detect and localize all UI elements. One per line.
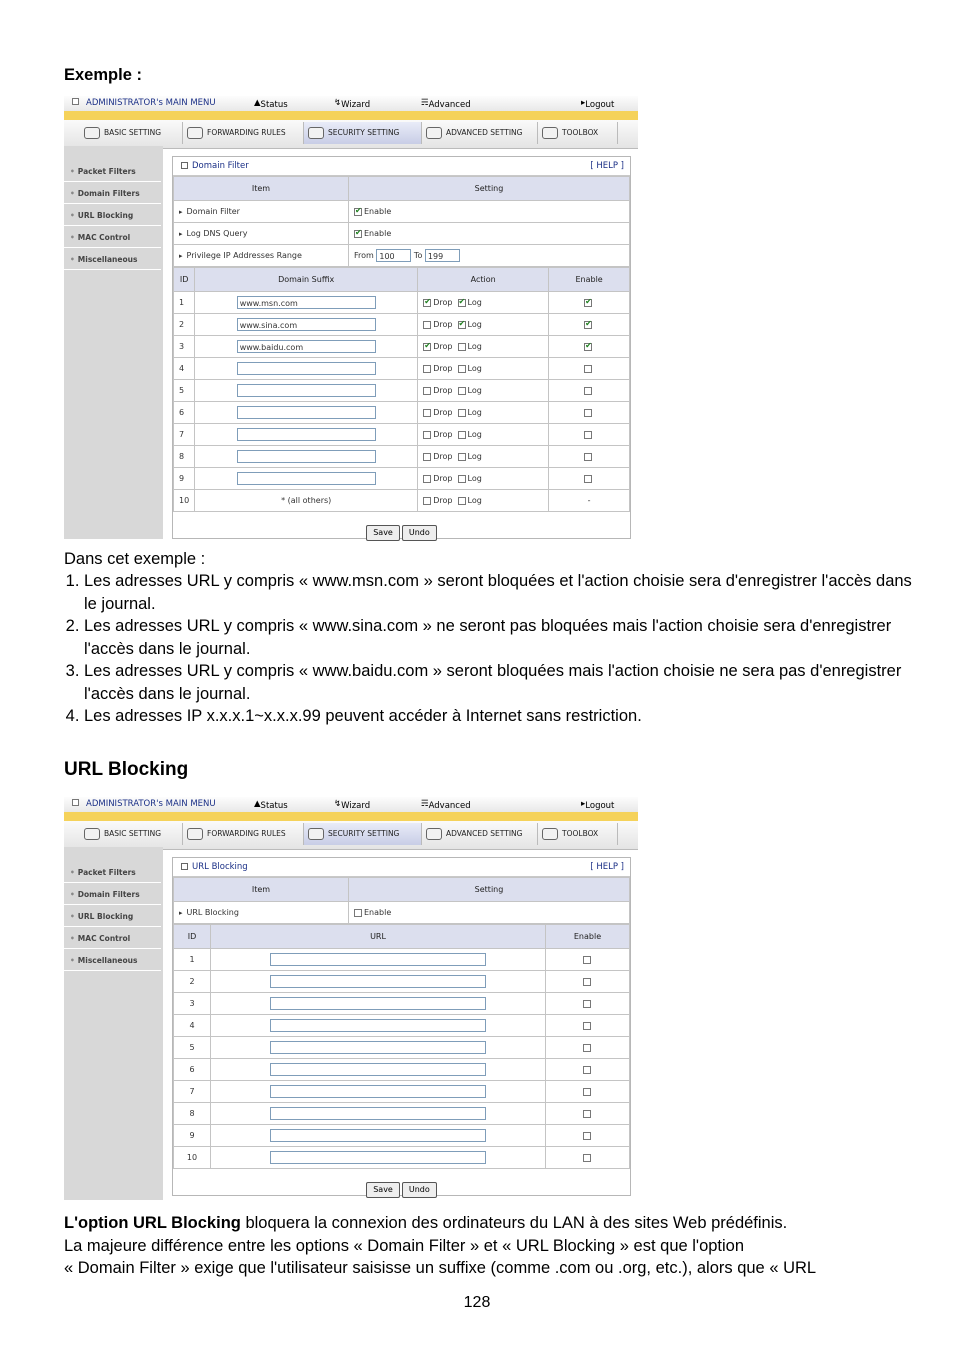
tab-0[interactable]: BASIC SETTING bbox=[80, 823, 183, 845]
status-link[interactable]: ▲ Status bbox=[254, 799, 288, 811]
row-id: 6 bbox=[174, 1059, 211, 1081]
sidebar-item-2[interactable]: • URL Blocking bbox=[64, 206, 161, 226]
row-id: 9 bbox=[174, 1125, 211, 1147]
enable-checkbox[interactable] bbox=[584, 409, 592, 417]
drop-checkbox[interactable] bbox=[423, 409, 431, 417]
drop-checkbox[interactable] bbox=[423, 387, 431, 395]
enable-label: Enable bbox=[364, 229, 392, 238]
setting-checkbox[interactable] bbox=[354, 208, 362, 216]
enable-checkbox[interactable] bbox=[584, 387, 592, 395]
row-id: 2 bbox=[174, 314, 195, 336]
example-list bbox=[64, 570, 924, 728]
yellow-strip bbox=[64, 111, 638, 120]
tab-4[interactable]: TOOLBOX bbox=[538, 122, 618, 144]
router-ui-domain-filter bbox=[64, 96, 638, 539]
enable-checkbox[interactable] bbox=[584, 365, 592, 373]
all-others-label: * (all others) bbox=[195, 490, 418, 512]
col-item: Item bbox=[174, 177, 349, 201]
drop-checkbox[interactable] bbox=[423, 497, 431, 505]
router-ui-url-blocking bbox=[64, 797, 638, 1200]
sidebar bbox=[64, 847, 163, 1200]
log-checkbox[interactable] bbox=[458, 453, 466, 461]
row-id: 3 bbox=[174, 993, 211, 1015]
list-item: 2. Les adresses URL y compris « www.sina.com » ne seront pas bloquées mais l'action choisie sera d'enregistrer l'accès dans le journal. bbox=[84, 615, 924, 660]
col-setting: Setting bbox=[349, 177, 630, 201]
tab-icon bbox=[187, 828, 203, 840]
enable-checkbox[interactable] bbox=[584, 343, 592, 351]
enable-checkbox[interactable] bbox=[583, 1132, 591, 1140]
table-row: 6 Drop Log bbox=[174, 402, 630, 424]
title-square-icon bbox=[181, 162, 188, 169]
col-url: URL bbox=[211, 925, 546, 949]
menu-square-icon bbox=[72, 799, 79, 806]
suffix-input[interactable] bbox=[237, 450, 376, 463]
url-input[interactable] bbox=[270, 953, 486, 966]
suffix-input[interactable]: www.baidu.com bbox=[237, 340, 376, 353]
enable-checkbox[interactable] bbox=[583, 956, 591, 964]
main-tabs bbox=[64, 821, 638, 850]
log-checkbox[interactable] bbox=[458, 299, 466, 307]
drop-checkbox[interactable] bbox=[423, 321, 431, 329]
log-checkbox[interactable] bbox=[458, 343, 466, 351]
tab-2[interactable]: SECURITY SETTING bbox=[304, 823, 422, 845]
table-row bbox=[174, 993, 630, 1015]
tab-icon bbox=[542, 127, 558, 139]
table-row bbox=[174, 1147, 630, 1169]
save-button[interactable]: Save bbox=[366, 525, 400, 541]
help-link[interactable]: [ HELP ] bbox=[590, 161, 624, 171]
sidebar-item-0[interactable]: • Packet Filters bbox=[64, 162, 161, 182]
enable-checkbox[interactable] bbox=[584, 299, 592, 307]
log-checkbox[interactable] bbox=[458, 409, 466, 417]
table-row: 7 Drop Log bbox=[174, 424, 630, 446]
table-row bbox=[174, 1059, 630, 1081]
url-input[interactable] bbox=[270, 1019, 486, 1032]
suffix-input[interactable] bbox=[237, 362, 376, 375]
setting-row: ▸ URL Blocking Enable bbox=[174, 902, 630, 924]
sidebar-item-2[interactable]: • URL Blocking bbox=[64, 907, 161, 927]
table-row: 10 * (all others) Drop Log - bbox=[174, 490, 630, 512]
panel-title: URL Blocking [ HELP ] bbox=[173, 858, 630, 877]
url-input[interactable] bbox=[270, 997, 486, 1010]
drop-checkbox[interactable] bbox=[423, 453, 431, 461]
enable-checkbox[interactable] bbox=[583, 1022, 591, 1030]
url-input[interactable] bbox=[270, 975, 486, 988]
setting-label: ▸ URL Blocking bbox=[174, 902, 349, 924]
enable-checkbox[interactable] bbox=[583, 1088, 591, 1096]
enable-label: Enable bbox=[364, 207, 392, 216]
tab-icon bbox=[308, 828, 324, 840]
url-blocking-settings bbox=[173, 877, 630, 924]
col-item: Item bbox=[174, 878, 349, 902]
admin-main-menu-link[interactable]: ADMINISTRATOR's MAIN MENU bbox=[86, 98, 216, 108]
table-row: 9 Drop Log bbox=[174, 468, 630, 490]
col-suffix: Domain Suffix bbox=[195, 268, 418, 292]
table-row bbox=[174, 1125, 630, 1147]
para-line2: La majeure différence entre les options « Domain Filter » et « URL Blocking » est que l'option bbox=[64, 1236, 745, 1255]
tab-icon bbox=[426, 127, 442, 139]
row-id: 8 bbox=[174, 446, 195, 468]
sidebar-item-3[interactable]: • MAC Control bbox=[64, 228, 161, 248]
table-row: 4 Drop Log bbox=[174, 358, 630, 380]
row-id: 3 bbox=[174, 336, 195, 358]
wizard-link[interactable]: ↯ Wizard bbox=[334, 799, 371, 811]
setting-row bbox=[174, 201, 630, 223]
para-rest: bloquera la connexion des ordinateurs du LAN à des sites Web prédéfinis. bbox=[240, 1214, 788, 1232]
table-row: 5 Drop Log bbox=[174, 380, 630, 402]
undo-button[interactable]: Undo bbox=[402, 525, 437, 541]
col-enable: Enable bbox=[546, 925, 630, 949]
log-checkbox[interactable] bbox=[458, 497, 466, 505]
log-checkbox[interactable] bbox=[458, 387, 466, 395]
button-row bbox=[173, 1169, 630, 1198]
url-input[interactable] bbox=[270, 1129, 486, 1142]
example-heading: Exemple : bbox=[64, 66, 142, 84]
tab-icon bbox=[84, 828, 100, 840]
page-number: 128 bbox=[463, 1294, 491, 1311]
row-id: 4 bbox=[174, 358, 195, 380]
table-row bbox=[174, 949, 630, 971]
row-id: 5 bbox=[174, 380, 195, 402]
tab-icon bbox=[542, 828, 558, 840]
top-menu-bar bbox=[64, 96, 638, 112]
suffix-input[interactable] bbox=[237, 428, 376, 441]
title-square-icon bbox=[181, 863, 188, 870]
url-input[interactable] bbox=[270, 1063, 486, 1076]
row-id: 9 bbox=[174, 468, 195, 490]
row-id: 5 bbox=[174, 1037, 211, 1059]
intro-text: Dans cet exemple : bbox=[64, 550, 206, 568]
tab-3[interactable]: ADVANCED SETTING bbox=[422, 823, 538, 845]
table-row bbox=[174, 971, 630, 993]
range-label: ▸ Privilege IP Addresses Range bbox=[174, 245, 349, 267]
logout-link[interactable]: ▸ Logout bbox=[581, 799, 615, 811]
status-link[interactable]: ▲ Status bbox=[254, 98, 288, 110]
sidebar-item-4[interactable]: • Miscellaneous bbox=[64, 250, 161, 270]
enable-checkbox[interactable] bbox=[584, 453, 592, 461]
setting-label: ▸ Domain Filter bbox=[174, 201, 349, 223]
setting-row bbox=[174, 223, 630, 245]
drop-checkbox[interactable] bbox=[423, 431, 431, 439]
drop-checkbox[interactable] bbox=[423, 365, 431, 373]
suffix-input[interactable]: www.msn.com bbox=[237, 296, 376, 309]
top-menu-bar bbox=[64, 797, 638, 813]
row-id: 4 bbox=[174, 1015, 211, 1037]
url-input[interactable] bbox=[270, 1151, 486, 1164]
url-blocking-checkbox[interactable] bbox=[354, 909, 362, 917]
table-row bbox=[174, 1037, 630, 1059]
tab-icon bbox=[84, 127, 100, 139]
log-checkbox[interactable] bbox=[458, 475, 466, 483]
tab-2[interactable]: SECURITY SETTING bbox=[304, 122, 422, 144]
domain-suffix-table bbox=[173, 267, 630, 512]
row-id: 8 bbox=[174, 1103, 211, 1125]
url-blocking-heading: URL Blocking bbox=[64, 759, 189, 780]
panel-title: Domain Filter [ HELP ] bbox=[173, 157, 630, 176]
undo-button[interactable]: Undo bbox=[402, 1182, 437, 1198]
help-link[interactable]: [ HELP ] bbox=[590, 862, 624, 872]
drop-checkbox[interactable] bbox=[423, 299, 431, 307]
setting-checkbox[interactable] bbox=[354, 230, 362, 238]
tab-0[interactable]: BASIC SETTING bbox=[80, 122, 183, 144]
para-line3: « Domain Filter » exige que l'utilisateur saisisse un suffixe (comme .com ou .org, etc.), alors que « URL bbox=[64, 1259, 817, 1277]
tab-3[interactable]: ADVANCED SETTING bbox=[422, 122, 538, 144]
enable-checkbox[interactable] bbox=[584, 475, 592, 483]
suffix-input[interactable] bbox=[237, 472, 376, 485]
enable-checkbox[interactable] bbox=[583, 1154, 591, 1162]
advanced-link[interactable]: ☴ Advanced bbox=[421, 98, 471, 110]
log-checkbox[interactable] bbox=[458, 431, 466, 439]
row-id: 10 bbox=[174, 1147, 211, 1169]
url-input[interactable] bbox=[270, 1085, 486, 1098]
admin-main-menu-link[interactable]: ADMINISTRATOR's MAIN MENU bbox=[86, 799, 216, 809]
col-action: Action bbox=[418, 268, 549, 292]
description-paragraph bbox=[64, 1212, 914, 1280]
enable-checkbox[interactable] bbox=[583, 1110, 591, 1118]
menu-square-icon bbox=[72, 98, 79, 105]
enable-checkbox[interactable] bbox=[583, 1044, 591, 1052]
domain-filter-settings bbox=[173, 176, 630, 267]
enable-checkbox[interactable] bbox=[583, 978, 591, 986]
sidebar-item-1[interactable]: • Domain Filters bbox=[64, 184, 161, 204]
row-id: 2 bbox=[174, 971, 211, 993]
wizard-link[interactable]: ↯ Wizard bbox=[334, 98, 371, 110]
ip-range-row: ▸ Privilege IP Addresses Range From 100 To 199 bbox=[174, 245, 630, 267]
tab-1[interactable]: FORWARDING RULES bbox=[183, 823, 304, 845]
enable-checkbox[interactable] bbox=[584, 431, 592, 439]
yellow-strip bbox=[64, 812, 638, 821]
row-id: 1 bbox=[174, 949, 211, 971]
url-input[interactable] bbox=[270, 1107, 486, 1120]
list-item: 4. Les adresses IP x.x.x.1~x.x.x.99 peuvent accéder à Internet sans restriction. bbox=[84, 705, 924, 728]
table-row bbox=[174, 1103, 630, 1125]
table-row bbox=[174, 1081, 630, 1103]
para-bold: L'option URL Blocking bbox=[64, 1214, 241, 1232]
table-row: 3 www.baidu.com ✔ Drop Log ✔ bbox=[174, 336, 630, 358]
col-id: ID bbox=[174, 925, 211, 949]
to-input[interactable]: 199 bbox=[425, 249, 460, 262]
save-button[interactable]: Save bbox=[366, 1182, 400, 1198]
log-checkbox[interactable] bbox=[458, 321, 466, 329]
suffix-input[interactable] bbox=[237, 406, 376, 419]
list-item: 1. Les adresses URL y compris « www.msn.com » seront bloquées et l'action choisie sera d'enregistrer l'accès dans le journal. bbox=[84, 570, 924, 615]
table-row: 1 www.msn.com ✔ Drop ✔ Log ✔ bbox=[174, 292, 630, 314]
row-id: 6 bbox=[174, 402, 195, 424]
tab-icon bbox=[187, 127, 203, 139]
table-row: 8 Drop Log bbox=[174, 446, 630, 468]
sidebar-item-4[interactable]: • Miscellaneous bbox=[64, 951, 161, 971]
url-input[interactable] bbox=[270, 1041, 486, 1054]
suffix-input[interactable] bbox=[237, 384, 376, 397]
log-checkbox[interactable] bbox=[458, 365, 466, 373]
sidebar-item-1[interactable]: • Domain Filters bbox=[64, 885, 161, 905]
setting-label: ▸ Log DNS Query bbox=[174, 223, 349, 245]
sidebar-item-0[interactable]: • Packet Filters bbox=[64, 863, 161, 883]
col-enable: Enable bbox=[549, 268, 630, 292]
enable-checkbox[interactable] bbox=[584, 321, 592, 329]
drop-checkbox[interactable] bbox=[423, 475, 431, 483]
tab-icon bbox=[308, 127, 324, 139]
sidebar bbox=[64, 146, 163, 539]
table-row: 2 www.sina.com Drop ✔ Log ✔ bbox=[174, 314, 630, 336]
url-blocking-panel bbox=[172, 857, 631, 1196]
enable-checkbox[interactable] bbox=[583, 1000, 591, 1008]
drop-checkbox[interactable] bbox=[423, 343, 431, 351]
tab-icon bbox=[426, 828, 442, 840]
col-id: ID bbox=[174, 268, 195, 292]
table-row bbox=[174, 1015, 630, 1037]
col-setting: Setting bbox=[349, 878, 630, 902]
advanced-link[interactable]: ☴ Advanced bbox=[421, 799, 471, 811]
row-id: 7 bbox=[174, 1081, 211, 1103]
button-row bbox=[173, 512, 630, 541]
from-input[interactable]: 100 bbox=[376, 249, 411, 262]
row-id: 7 bbox=[174, 424, 195, 446]
tab-1[interactable]: FORWARDING RULES bbox=[183, 122, 304, 144]
suffix-input[interactable]: www.sina.com bbox=[237, 318, 376, 331]
list-item: 3. Les adresses URL y compris « www.baidu.com » seront bloquées mais l'action choisie ne sera pas d'enregistrer l'accès dans le journal. bbox=[84, 660, 924, 705]
sidebar-item-3[interactable]: • MAC Control bbox=[64, 929, 161, 949]
tab-4[interactable]: TOOLBOX bbox=[538, 823, 618, 845]
domain-filter-panel bbox=[172, 156, 631, 539]
main-tabs bbox=[64, 120, 638, 149]
row-id: 1 bbox=[174, 292, 195, 314]
logout-link[interactable]: ▸ Logout bbox=[581, 98, 615, 110]
url-table bbox=[173, 924, 630, 1169]
enable-checkbox[interactable] bbox=[583, 1066, 591, 1074]
